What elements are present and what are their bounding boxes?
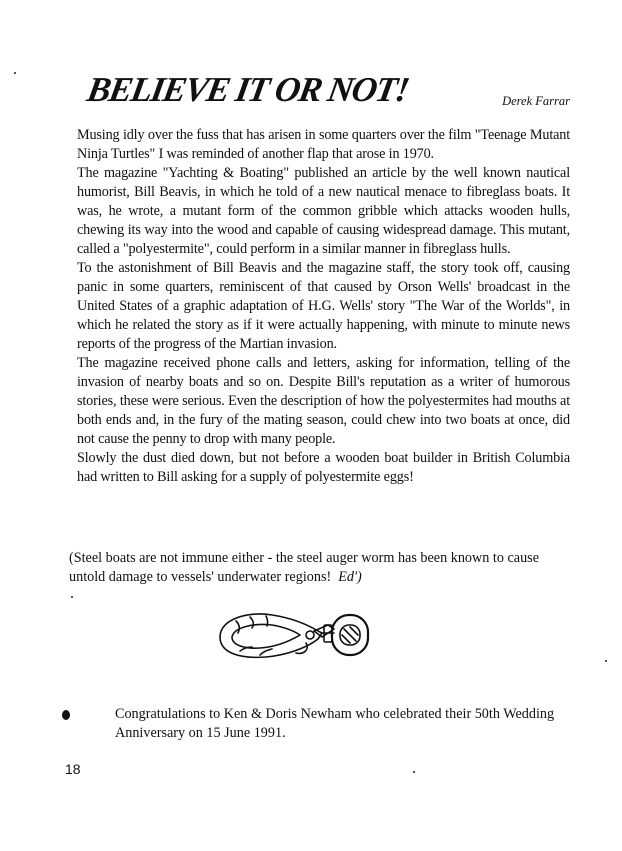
scan-speck xyxy=(14,72,16,74)
article-paragraph: Musing idly over the fuss that has arisen in some quarters over the film "Teenage Mutant Ninja Turtles" I was reminded of another flap that arose in 1970. xyxy=(77,127,570,162)
editor-note-text: (Steel boats are not immune either - the steel auger worm has been known to cause untold damage to vessels' underwater regions! xyxy=(69,550,540,585)
snap-shackle-illustration xyxy=(210,603,376,669)
article-paragraph: The magazine received phone calls and letters, asking for information, telling of the invasion of nearby boats and so on. Despite Bill's reputation as a writer of humorous stories, these were serious. Even the description of how the polyestermites had mouths at both ends and, in the fury of the mating season, could chew into two boats at once, did not cause the penny to drop with many people. xyxy=(77,355,570,447)
page-number: 18 xyxy=(65,761,81,777)
editor-note xyxy=(69,549,569,587)
author-byline: Derek Farrar xyxy=(502,94,570,108)
bullet-icon xyxy=(62,710,70,720)
article-paragraph: Slowly the dust died down, but not before a wooden boat builder in British Columbia had written to Bill asking for a supply of polyestermite eggs! xyxy=(77,450,570,485)
article-title: BELIEVE IT OR NOT! xyxy=(84,70,412,109)
article-paragraph: To the astonishment of Bill Beavis and the magazine staff, the story took off, causing panic in some quarters, reminiscent of that caused by Orson Wells' broadcast in the United States of a graphic adaptation of H.G. Wells' story "The War of the Worlds", in which he related the story as if it were actually happening, with minute to minute news reports of the progress of the Martian invasion. xyxy=(77,260,570,352)
article-body xyxy=(77,126,570,487)
scan-speck xyxy=(71,596,73,598)
editor-signoff: Ed') xyxy=(338,569,362,585)
scan-speck xyxy=(413,771,415,773)
scan-speck xyxy=(605,660,607,662)
announcement-text: Congratulations to Ken & Doris Newham who celebrated their 50th Wedding Anniversary on 15 June 1991. xyxy=(115,706,555,741)
article-paragraph: The magazine "Yachting & Boating" published an article by the well known nautical humorist, Bill Beavis, in which he told of a new nautical menace to fibreglass boats. It was, he wrote, a mutant form of the common gribble which attacks wooden hulls, chewing its way into the wood and capable of causing widespread damage. This mutant, called a "polyestermite", could perform in a similar manner in fibreglass hulls. xyxy=(77,165,570,257)
